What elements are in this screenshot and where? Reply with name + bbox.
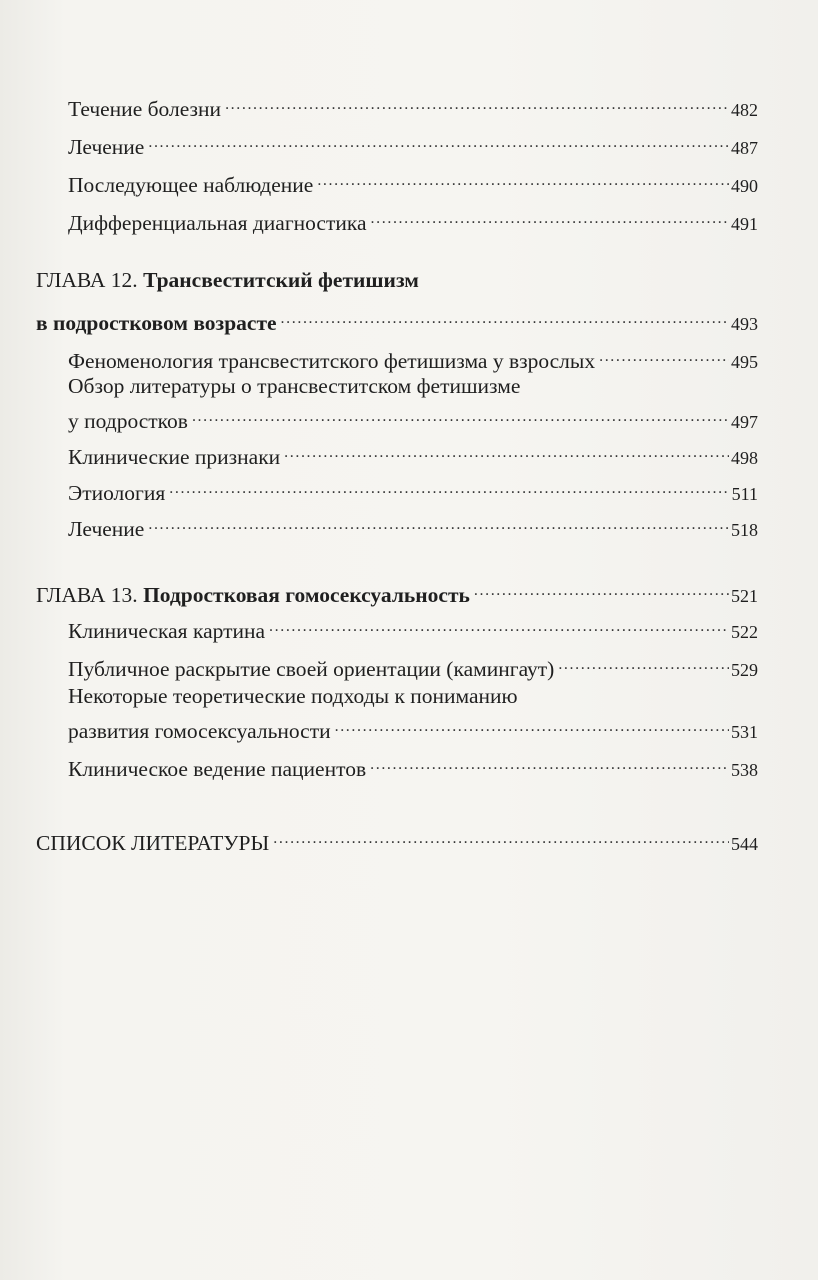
- toc-page-number: 529: [731, 660, 758, 680]
- toc-entry-label: Этиология: [68, 481, 166, 505]
- dot-leader: [474, 574, 729, 602]
- dot-leader: [281, 302, 729, 330]
- chapter-prefix: ГЛАВА 12.: [36, 268, 138, 292]
- dot-leader: [148, 508, 729, 536]
- toc-entry-label: СПИСОК ЛИТЕРАТУРЫ: [36, 831, 270, 855]
- dot-leader: [269, 610, 729, 638]
- toc-page-number: 495: [731, 352, 758, 372]
- toc-page-number: 538: [731, 760, 758, 780]
- toc-entry-label: Течение болезни: [68, 97, 222, 121]
- toc-entry-coming-out: [68, 648, 758, 684]
- toc-page-number: 482: [731, 100, 758, 120]
- toc-page-number: 511: [731, 484, 758, 504]
- toc-entry-label: Публичное раскрытие своей ориентации (камингаут): [68, 657, 555, 681]
- dot-leader: [558, 648, 729, 676]
- toc-page-number: 490: [731, 176, 758, 196]
- toc-entry-clinical-picture: [68, 610, 758, 646]
- toc-entry-literature-line1: Обзор литературы о трансвеститском фетишизме: [68, 374, 521, 398]
- toc-entry-theories-line1: Некоторые теоретические подходы к пониманию: [68, 684, 518, 708]
- toc-entry-clinical-management: [68, 748, 758, 784]
- toc-entry-label: у подростков: [68, 409, 188, 433]
- toc-entry-followup: [68, 164, 758, 200]
- toc-entry-label: развития гомосексуальности: [68, 719, 331, 743]
- toc-page-number: 522: [731, 622, 758, 642]
- chapter-13-heading: [36, 574, 758, 610]
- dot-leader: [192, 400, 729, 428]
- dot-leader: [169, 472, 729, 500]
- toc-entry-label: Лечение: [68, 517, 145, 541]
- chapter-12-heading: [36, 266, 758, 294]
- dot-leader: [273, 822, 729, 850]
- toc-entry-etiology: [68, 472, 758, 508]
- dot-leader: [370, 748, 729, 776]
- toc-page-number: 544: [731, 834, 758, 854]
- toc-entry-treatment-12: [68, 508, 758, 544]
- toc-entry-label: Клиническое ведение пациентов: [68, 757, 367, 781]
- dot-leader: [335, 710, 729, 738]
- toc-page-number: 497: [731, 412, 758, 432]
- toc-page-number: 487: [731, 138, 758, 158]
- chapter-prefix: ГЛАВА 13.: [36, 583, 138, 607]
- toc-page-number: 491: [731, 214, 758, 234]
- toc-entry-label: Дифференциальная диагностика: [68, 211, 367, 235]
- toc-entry-theories: [68, 710, 758, 746]
- chapter-title: Подростковая гомосексуальность: [143, 583, 470, 607]
- toc-page-number: 521: [731, 586, 758, 606]
- chapter-12-title-row: [36, 302, 758, 338]
- dot-leader: [317, 164, 729, 192]
- toc-entry-treatment: [68, 126, 758, 162]
- toc-page-number: 498: [731, 448, 758, 468]
- toc-entry-references: [36, 822, 758, 858]
- dot-leader: [599, 340, 729, 368]
- toc-entry-course: [68, 88, 758, 124]
- toc-entry-label: Лечение: [68, 135, 145, 159]
- dot-leader: [225, 88, 729, 116]
- toc-entry-differential: [68, 202, 758, 238]
- toc-page-number: 531: [731, 722, 758, 742]
- toc-page-number: 518: [731, 520, 758, 540]
- dot-leader: [148, 126, 729, 154]
- toc-entry-label: Последующее наблюдение: [68, 173, 314, 197]
- toc-entry-label: Клинические признаки: [68, 445, 281, 469]
- dot-leader: [284, 436, 729, 464]
- toc-entry-label: Клиническая картина: [68, 619, 266, 643]
- chapter-title-line2: в подростковом возрасте: [36, 311, 277, 335]
- toc-entry-label: Феноменология трансвеститского фетишизма у взрослых: [68, 349, 596, 373]
- toc-entry-clinical-signs: [68, 436, 758, 472]
- chapter-title-line1: Трансвеститский фетишизм: [143, 268, 419, 292]
- toc-entry-literature: [68, 400, 758, 436]
- toc-page-number: 493: [731, 314, 758, 334]
- dot-leader: [371, 202, 729, 230]
- toc-entry-phenomenology: [68, 340, 758, 376]
